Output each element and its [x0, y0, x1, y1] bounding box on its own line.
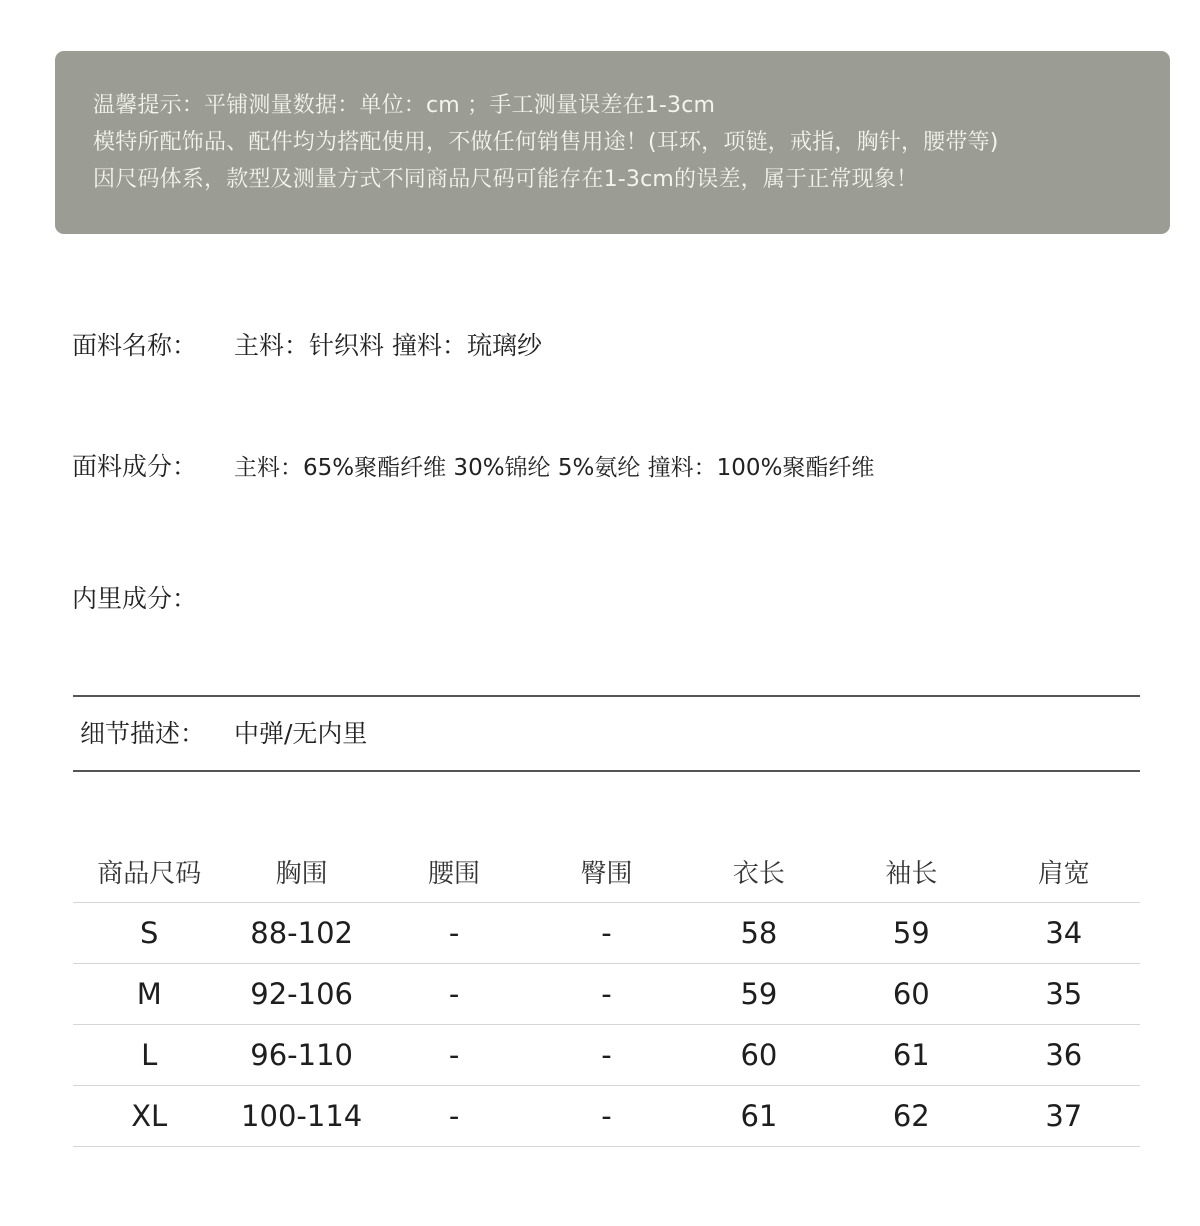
table-row [73, 903, 1140, 964]
fabric-name-label: 面料名称： [72, 331, 198, 360]
lining-composition-label: 内里成分： [72, 584, 198, 613]
cell-size: L [73, 1025, 225, 1086]
cell-shoulder: 37 [988, 1086, 1140, 1147]
detail-label: 细节描述： [80, 719, 206, 748]
cell-hip: - [530, 1086, 682, 1147]
header-hip: 臀围 [530, 840, 682, 903]
lining-composition-row [72, 579, 234, 615]
cell-chest: 100-114 [225, 1086, 377, 1147]
notice-line-accessories: 模特所配饰品、配件均为搭配使用，不做任何销售用途！(耳环，项链，戒指，胸针，腰带等) [93, 130, 999, 155]
cell-hip: - [530, 964, 682, 1025]
cell-length: 60 [683, 1025, 835, 1086]
cell-size: XL [73, 1086, 225, 1147]
cell-shoulder: 35 [988, 964, 1140, 1025]
fabric-composition-label: 面料成分： [72, 452, 198, 481]
cell-shoulder: 34 [988, 903, 1140, 964]
notice-line-measurement: 温馨提示：平铺测量数据：单位：cm ；手工测量误差在1-3cm [93, 93, 716, 118]
cell-hip: - [530, 1025, 682, 1086]
cell-waist: - [378, 903, 530, 964]
detail-bottom-divider [73, 770, 1140, 772]
notice-line-size-variance: 因尺码体系，款型及测量方式不同商品尺码可能存在1-3cm的误差，属于正常现象！ [93, 167, 919, 192]
cell-waist: - [378, 1025, 530, 1086]
cell-size: M [73, 964, 225, 1025]
cell-length: 58 [683, 903, 835, 964]
cell-size: S [73, 903, 225, 964]
cell-hip: - [530, 903, 682, 964]
header-sleeve: 袖长 [835, 840, 987, 903]
size-table [73, 840, 1140, 1147]
header-chest: 胸围 [225, 840, 377, 903]
cell-chest: 88-102 [225, 903, 377, 964]
cell-chest: 96-110 [225, 1025, 377, 1086]
cell-sleeve: 61 [835, 1025, 987, 1086]
table-row [73, 1086, 1140, 1147]
cell-length: 61 [683, 1086, 835, 1147]
cell-chest: 92-106 [225, 964, 377, 1025]
detail-value: 中弹/无内里 [234, 719, 368, 748]
cell-waist: - [378, 1086, 530, 1147]
table-row [73, 1025, 1140, 1086]
header-waist: 腰围 [378, 840, 530, 903]
header-length: 衣长 [683, 840, 835, 903]
size-table-header-row [73, 840, 1140, 903]
fabric-composition-row [72, 447, 874, 483]
fabric-composition-value: 主料：65%聚酯纤维 30%锦纶 5%氨纶 撞料：100%聚酯纤维 [234, 455, 875, 481]
header-shoulder: 肩宽 [988, 840, 1140, 903]
table-row [73, 964, 1140, 1025]
cell-shoulder: 36 [988, 1025, 1140, 1086]
fabric-name-value: 主料：针织料 撞料：琉璃纱 [234, 331, 542, 360]
cell-sleeve: 60 [835, 964, 987, 1025]
cell-waist: - [378, 964, 530, 1025]
cell-sleeve: 62 [835, 1086, 987, 1147]
cell-length: 59 [683, 964, 835, 1025]
cell-sleeve: 59 [835, 903, 987, 964]
header-size: 商品尺码 [73, 840, 225, 903]
notice-box [55, 51, 1170, 234]
detail-top-divider [73, 695, 1140, 697]
fabric-name-row [72, 326, 542, 362]
detail-row [80, 714, 367, 750]
